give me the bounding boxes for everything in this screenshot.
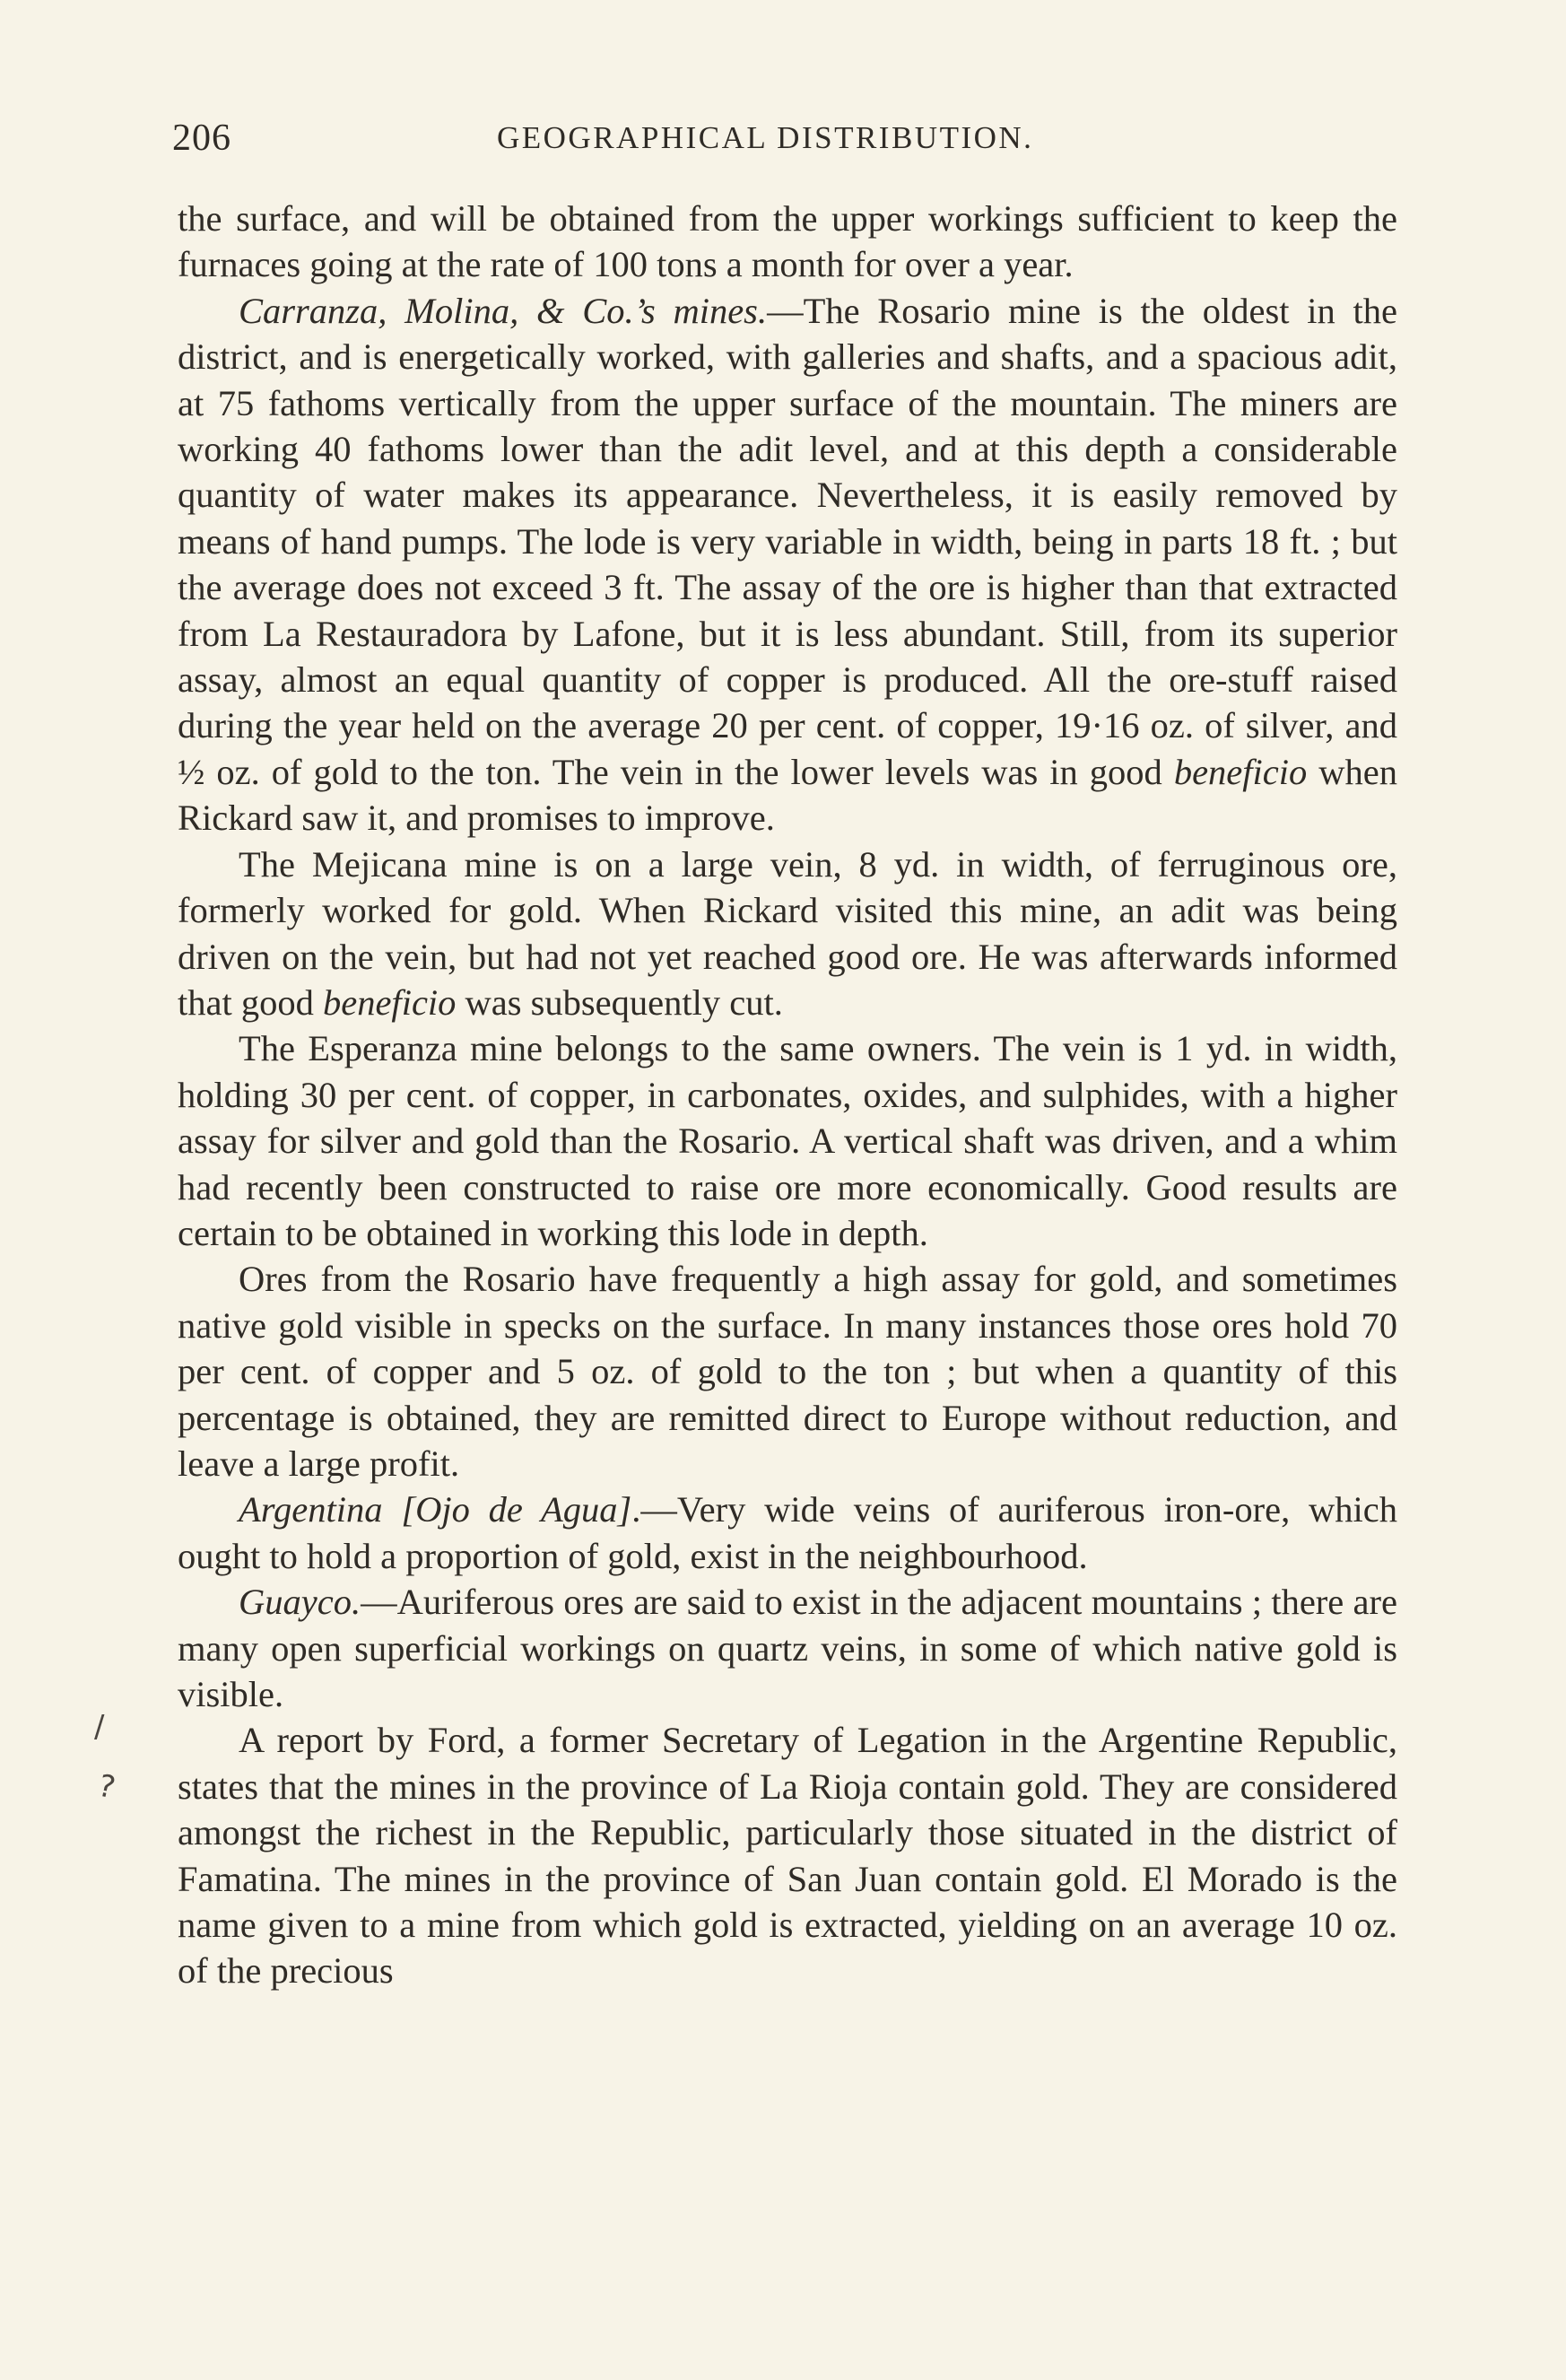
- paragraph-2-lead: Carranza, Molina, & Co.’s mines.: [239, 290, 768, 331]
- margin-query-mark: ?: [95, 1767, 119, 1807]
- margin-slash-mark: /: [94, 1709, 105, 1745]
- body-text: [178, 196, 1397, 1994]
- page-header: [172, 117, 1410, 170]
- paragraph-2: [178, 288, 1397, 841]
- paragraph-8: [178, 1717, 1397, 1993]
- paragraph-7-lead: Guayco.: [239, 1582, 361, 1623]
- paragraph-6-lead: Argentina: [239, 1489, 383, 1530]
- paragraph-1-text: the surface, and will be obtained from the upper workings sufficient to keep the furnaces going at the rate of 100 tons a month for over a year.: [178, 198, 1397, 285]
- paragraph-3-italic: beneficio: [322, 981, 457, 1023]
- paragraph-2-text: —The Rosario mine is the oldest in the district, and is energetically worked, with galleries and shafts, and a spacious adit, at 75 fathoms vertically from the upper surface of the mountain. The miners are working 40 fathoms lower than the adit level, and at this depth a considerable quantity of water makes its appearance. Nevertheless, it is easily removed by means of hand pumps. The lode is very variable in width, being in parts 18 ft. ; but the average does not exceed 3 ft. The assay of the ore is higher than that extracted from La Restauradora by Lafone, but it is less abundant. Still, from its superior assay, almost an equal quantity of copper is produced. All the ore-stuff raised during the year held on the average 20 per cent. of copper, 19·16 oz. of silver, and ½ oz. of gold to the ton. The vein in the lower levels was in good: [178, 290, 1397, 792]
- paragraph-2-italic: beneficio: [1173, 751, 1308, 792]
- paragraph-6-text: .—Very wide veins of auriferous iron-ore, which ought to hold a proportion of gold, exist in the neighbourhood.: [178, 1489, 1398, 1576]
- paragraph-4-text: The Esperanza mine belongs to the same owners. The vein is 1 yd. in width, holding 30 per cent. of copper, in carbonates, oxides, and sulphides, with a higher assay for silver and gold than the Rosario. A vertical shaft was driven, and a whim had recently been constructed to raise ore more economically. Good results are certain to be obtained in working this lode in depth.: [178, 1028, 1397, 1253]
- paragraph-6: [178, 1486, 1397, 1579]
- paragraph-8-text: A report by Ford, a former Secretary of Legation in the Argentine Republic, states that the mines in the province of La Rioja contain gold. They are considered amongst the richest in the Republic, particularly those situated in the district of Famatina. The mines in the province of San Juan contain gold. El Morado is the name given to a mine from which gold is extracted, yielding on an average 10 oz. of the precious: [178, 1720, 1397, 1992]
- paragraph-3-text: The Mejicana mine is on a large vein, 8 yd. in width, of ferruginous ore, formerly worked for gold. When Rickard visited this mine, an adit was being driven on the vein, but had not yet reached good ore. He was afterwards informed that good: [178, 843, 1397, 1023]
- paragraph-7-text: —Auriferous ores are said to exist in the adjacent mountains ; there are many open superficial workings on quartz veins, in some of which native gold is visible.: [178, 1582, 1397, 1714]
- paragraph-4: [178, 1025, 1397, 1256]
- page-number: 206: [172, 118, 231, 159]
- paragraph-1: [178, 196, 1397, 288]
- paragraph-5: [178, 1256, 1397, 1486]
- paragraph-3: [178, 841, 1397, 1026]
- paragraph-3-tail: was subsequently cut.: [456, 981, 783, 1023]
- paragraph-6-bracket: [Ojo de Agua]: [401, 1489, 632, 1530]
- paragraph-2-tail: when Rickard saw it, and promises to improve.: [178, 751, 1397, 839]
- running-head: GEOGRAPHICAL DISTRIBUTION.: [497, 120, 1034, 155]
- paragraph-7: [178, 1579, 1397, 1717]
- paragraph-5-text: Ores from the Rosario have frequently a high assay for gold, and sometimes native gold visible in specks on the surface. In many instances those ores hold 70 per cent. of copper and 5 oz. of gold to the ton ; but when a quantity of this percentage is obtained, they are remitted direct to Europe without reduction, and leave a large profit.: [178, 1259, 1397, 1484]
